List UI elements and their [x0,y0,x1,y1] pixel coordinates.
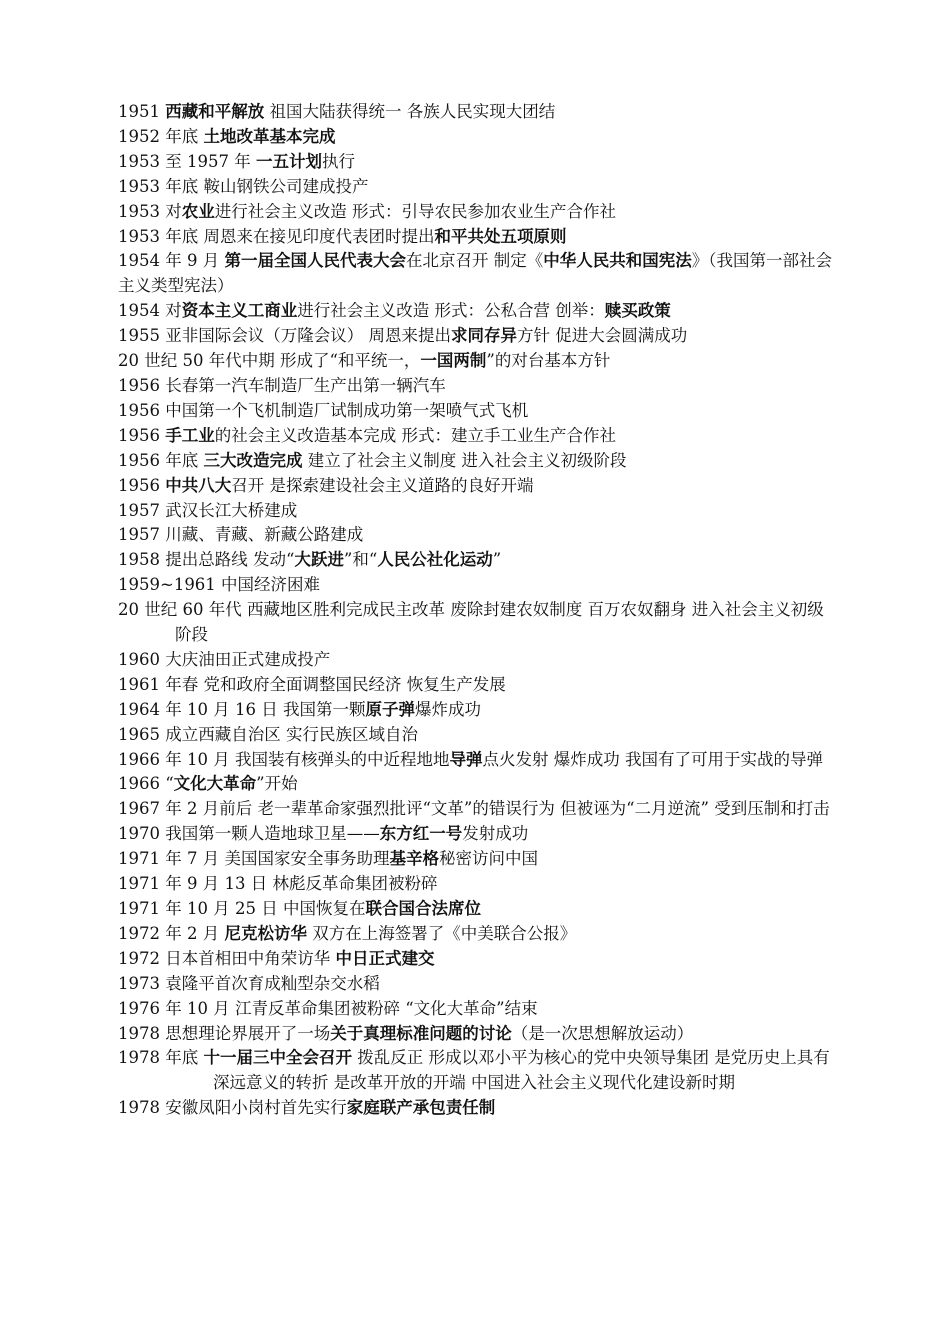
key-term: 人民公社化运动 [377,550,493,570]
timeline-entry [118,598,840,648]
key-term: 和平共处五项原则 [434,226,567,246]
entry-text: 发射成功 [462,824,529,844]
entry-text: 》（我国第一部社会主义类型宪法） [118,251,832,296]
key-term: 基辛格 [389,849,439,869]
key-term: 三大改造完成 [203,450,303,470]
timeline-entry [118,648,840,673]
entry-text: 1956 长春第一汽车制造厂生产出第一辆汽车 [118,375,446,395]
key-term: 大跃进 [294,550,344,570]
timeline-entry [118,797,840,822]
entry-text: 1978 思想理论界展开了一场 [118,1023,331,1043]
timeline-entry [118,424,840,449]
key-term: 导弹 [449,749,483,769]
entry-text: ”开始 [256,774,298,794]
entry-text: 1952 年底 [118,126,204,146]
timeline-entry [118,200,840,225]
entry-text: 执行 [321,151,355,171]
timeline-entry [118,349,840,374]
timeline-entry [118,449,840,474]
timeline-entry [118,225,840,250]
key-term: 赎买政策 [604,301,671,321]
timeline-entry [118,947,840,972]
timeline-entry [118,748,840,773]
entry-text: 方针 促进大会圆满成功 [516,326,688,346]
timeline-entry [118,847,840,872]
entry-text: 1957 武汉长江大桥建成 [118,500,298,520]
timeline-entry [118,175,840,200]
entry-text: 秘密访问中国 [438,849,538,869]
timeline-entry [118,822,840,847]
entry-text: 1957 川藏、青藏、新藏公路建成 [118,525,364,545]
entry-text: 1972 年 2 月 [118,923,225,943]
key-term: 第一届全国人民代表大会 [224,251,406,271]
entry-text: 1971 年 10 月 25 日 中国恢复在 [118,899,366,918]
key-term: 资本主义工商业 [181,301,298,321]
entry-text: 1953 至 1957 年 [118,151,256,171]
key-term: 中共八大 [165,475,232,495]
entry-text: ”的对台基本方针 [486,351,611,371]
key-term: 中华人民共和国宪法 [543,251,692,271]
key-term: 中日正式建交 [335,948,435,968]
entry-text: 1958 提出总路线 发动“ [118,550,295,570]
entry-text: 1956 [118,475,166,495]
entry-text: 1967 年 2 月前后 老一辈革命家强烈批评“文革”的错误行为 但被诬为“二月逆流” 受到压制和打击 [118,799,830,819]
timeline-entry [118,474,840,499]
entry-text: 建立了社会主义制度 进入社会主义初级阶段 [302,450,627,470]
entry-text: 20 世纪 60 年代 西藏地区胜利完成民主改革 废除封建农奴制度 百万农奴翻身 进入社会主义初级阶段 [118,600,824,645]
key-term: 东方红一号 [379,824,463,844]
key-term: 手工业 [165,425,215,445]
key-term: 一国两制 [420,351,487,371]
entry-text: 1955 亚非国际会议（万隆会议） 周恩来提出 [118,326,451,346]
entry-text: ” [492,550,502,570]
key-term: 文化大革命 [173,774,257,794]
entry-text: 双方在上海签署了《中美联合公报》 [306,923,577,943]
entry-text: 1976 年 10 月 江青反革命集团被粉碎 “文化大革命”结束 [118,998,538,1018]
entry-text: ”和“ [343,550,378,570]
key-term: 十一届三中全会召开 [203,1048,352,1068]
timeline-entry [118,922,840,947]
timeline-entry [118,872,840,897]
timeline-entry [118,548,840,573]
timeline-entry [118,374,840,399]
entry-text: 1951 [118,102,166,121]
entry-text: 1964 年 10 月 16 日 我国第一颗 [118,699,366,719]
entry-text: 召开 是探索建设社会主义道路的良好开端 [231,475,534,495]
entry-text: 1978 安徽凤阳小岗村首先实行 [118,1098,347,1118]
timeline-entry [118,1022,840,1047]
key-term: 土地改革基本完成 [203,126,336,146]
timeline-entry [118,523,840,548]
entry-text: 进行社会主义改造 形式：引导农民参加农业生产合作社 [214,201,616,221]
entry-text: 1966 年 10 月 我国装有核弹头的中近程地地 [118,749,450,769]
entry-text: 1956 [118,425,166,445]
key-term: 家庭联产承包责任制 [346,1098,496,1118]
entry-text: 进行社会主义改造 形式：公私合营 创举： [297,301,605,321]
key-term: 一五计划 [255,151,322,171]
key-term: 联合国合法席位 [365,899,481,918]
entry-text: 的社会主义改造基本完成 形式：建立手工业生产合作社 [214,425,616,445]
key-term: 求同存异 [450,326,517,346]
entry-text: 1961 年春 党和政府全面调整国民经济 恢复生产发展 [118,674,506,694]
entry-text: 1965 成立西藏自治区 实行民族区域自治 [118,724,418,744]
entry-text: 1973 袁隆平首次育成籼型杂交水稻 [118,973,380,993]
entry-text: 20 世纪 50 年代中期 形成了“和平统一， [118,351,421,371]
entry-text: 爆炸成功 [414,699,481,719]
timeline-entry [118,997,840,1022]
key-term: 尼克松访华 [224,923,307,943]
timeline-entry [118,772,840,797]
timeline-entry [118,698,840,723]
timeline-entry [118,299,840,324]
entry-text: 1978 年底 [118,1048,204,1068]
entry-text: 1972 日本首相田中角荣访华 [118,948,336,968]
entry-text: 1956 年底 [118,450,204,470]
entry-text: 1966 “ [118,774,174,794]
key-term: 关于真理标准问题的讨论 [330,1023,512,1043]
timeline-entry [118,1096,840,1121]
timeline-entry [118,324,840,349]
timeline-entry [118,573,840,598]
entry-text: 在北京召开 制定《 [405,251,544,271]
timeline-entry [118,125,840,150]
key-term: 农业 [181,201,215,221]
key-term: 西藏和平解放 [165,102,265,121]
entry-text: 拨乱反正 形成以邓小平为核心的党中央领导集团 是党历史上具有深远意义的转折 是改革开放的开端 中国进入社会主义现代化建设新时期 [213,1048,830,1093]
entry-text: 1953 年底 周恩来在接见印度代表团时提出 [118,226,435,246]
entry-text: 祖国大陆获得统一 各族人民实现大团结 [264,102,556,121]
entry-text: 点火发射 爆炸成功 我国有了可用于实战的导弹 [482,749,823,769]
timeline-entry [118,897,840,922]
entry-text: 1971 年 9 月 13 日 林彪反革命集团被粉碎 [118,874,438,894]
entry-text: 1959~1961 中国经济困难 [118,575,321,595]
timeline-entry [118,399,840,424]
entry-text: 1971 年 7 月 美国国家安全事务助理 [118,849,390,869]
key-term: 原子弹 [365,699,415,719]
timeline-entry [118,723,840,748]
timeline-entry [118,972,840,997]
timeline-document [118,100,840,1121]
timeline-entry [118,249,840,299]
entry-text: 1954 年 9 月 [118,251,225,271]
timeline-entry [118,1046,840,1096]
entry-text: 1956 中国第一个飞机制造厂试制成功第一架喷气式飞机 [118,400,529,420]
entry-text: （是一次思想解放运动） [511,1023,694,1043]
entry-text: 1970 我国第一颗人造地球卫星—— [118,824,380,844]
entry-text: 1960 大庆油田正式建成投产 [118,649,331,669]
timeline-entry [118,673,840,698]
entry-text: 1954 对 [118,301,182,321]
timeline-entry [118,150,840,175]
timeline-entry [118,100,840,125]
timeline-entry [118,499,840,524]
entry-text: 1953 对 [118,201,182,221]
entry-text: 1953 年底 鞍山钢铁公司建成投产 [118,176,369,196]
